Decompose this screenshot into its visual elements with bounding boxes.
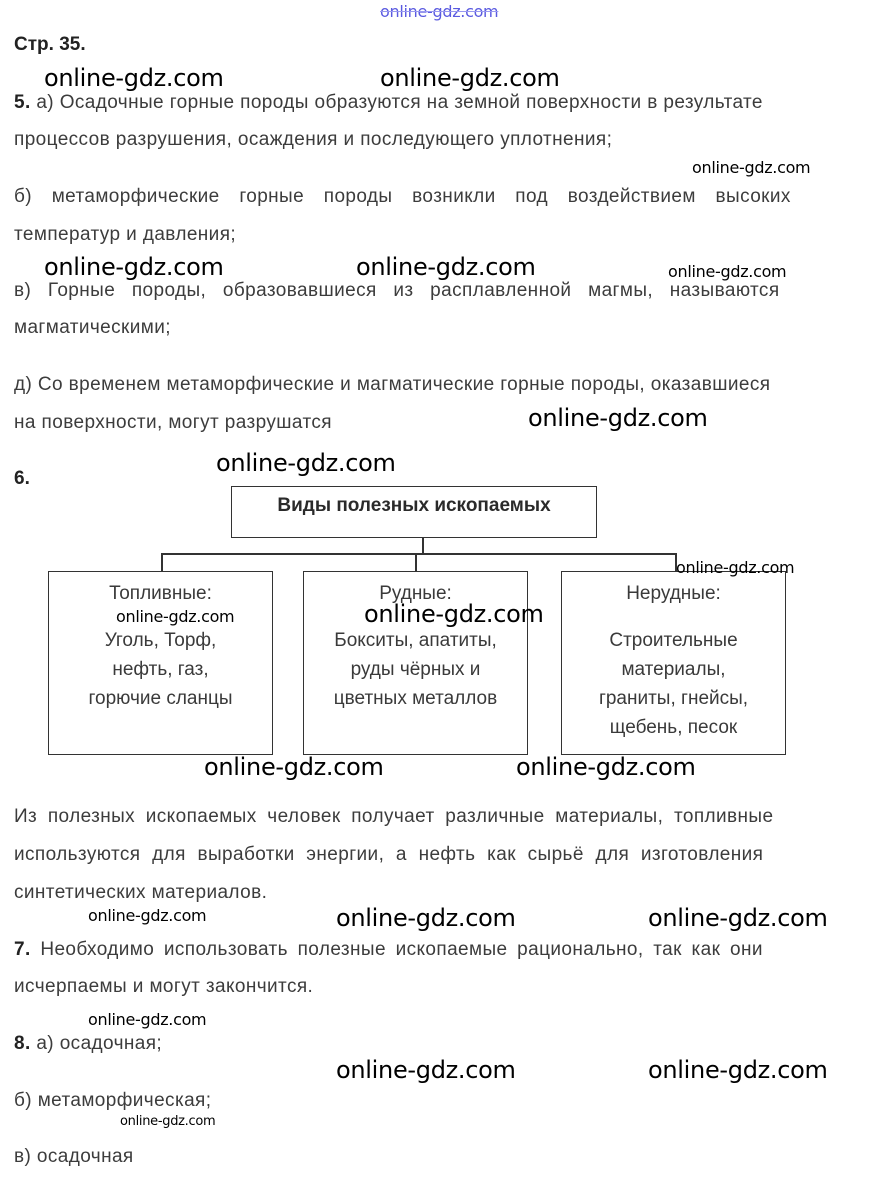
q5-v-cont: магматическими; (14, 317, 171, 338)
q5-v: в) Горные породы, образовавшиеся из расплавленной магмы, называются (14, 280, 780, 301)
watermark: online-gdz.com (204, 753, 384, 781)
page-number: Стр. 35. (14, 34, 86, 55)
watermark: online-gdz.com (116, 607, 235, 626)
q6-text-line2: используются для выработки энергии, а нефть как сырьё для изготовления (14, 844, 764, 865)
q7-line1-text: Необходимо использовать полезные ископаемые рационально, так как они (40, 939, 763, 960)
diagram-connector-left (161, 553, 163, 572)
watermark: online-gdz.com (364, 600, 544, 628)
diagram-box-nonore-body: Строительные материалы, граниты, гнейсы, щебень, песок (598, 630, 749, 738)
watermark: online-gdz.com (356, 253, 536, 281)
watermark: online-gdz.com (216, 449, 396, 477)
diagram-box-fuel (48, 571, 273, 755)
diagram-box-ore-title: Рудные: (379, 583, 452, 604)
watermark: online-gdz.com (516, 753, 696, 781)
watermark-top: online-gdz.com (380, 2, 499, 21)
watermark: online-gdz.com (44, 253, 224, 281)
q8-a-text: а) осадочная; (36, 1033, 163, 1054)
diagram-connector-vertical (422, 538, 424, 554)
watermark: online-gdz.com (120, 1114, 216, 1129)
diagram-box-ore (303, 571, 528, 755)
q5-a-cont: процессов разрушения, осаждения и последующего уплотнения; (14, 129, 613, 150)
watermark: online-gdz.com (648, 904, 828, 932)
watermark: online-gdz.com (380, 64, 560, 92)
q5-d: д) Со временем метаморфические и магматические горные породы, оказавшиеся (14, 374, 771, 395)
q5-number: 5. (14, 92, 31, 113)
diagram-box-nonore (561, 571, 786, 755)
q7-number: 7. (14, 939, 31, 960)
watermark: online-gdz.com (676, 558, 795, 577)
diagram-box-ore-body: Бокситы, апатиты, руды чёрных и цветных металлов (333, 630, 498, 709)
diagram-box-nonore-title: Нерудные: (626, 583, 721, 604)
diagram-root-label: Виды полезных ископаемых (277, 495, 551, 516)
watermark: online-gdz.com (692, 158, 811, 177)
q6-text-line3: синтетических материалов. (14, 882, 268, 903)
q6-number: 6. (14, 468, 30, 489)
diagram-connector-middle (415, 553, 417, 572)
diagram-root-box (231, 486, 597, 538)
q5-d-cont: на поверхности, могут разрушатся (14, 412, 332, 433)
watermark: online-gdz.com (88, 1010, 207, 1029)
watermark: online-gdz.com (336, 1056, 516, 1084)
q7-line1 (14, 931, 870, 968)
q5-a-line1: а) Осадочные горные породы образуются на земной поверхности в результате (36, 92, 763, 113)
watermark: online-gdz.com (668, 262, 787, 281)
watermark: online-gdz.com (528, 404, 708, 432)
diagram-box-fuel-title: Топливные: (109, 583, 212, 604)
q8-number: 8. (14, 1033, 31, 1054)
diagram-connector-horizontal (161, 553, 676, 555)
q7-line2: исчерпаемы и могут закончится. (14, 976, 314, 997)
q6-text-line1: Из полезных ископаемых человек получает различные материалы, топливные (14, 806, 774, 827)
q5-b: б) метаморфические горные породы возникли под воздействием высоких (14, 186, 791, 207)
q8-b: б) метаморфическая; (14, 1090, 212, 1111)
watermark: online-gdz.com (88, 906, 207, 925)
diagram-box-fuel-body: Уголь, Торф, нефть, газ, горючие сланцы (88, 630, 233, 709)
watermark: online-gdz.com (336, 904, 516, 932)
page-header (14, 34, 86, 56)
q8-v: в) осадочная (14, 1146, 134, 1167)
watermark: online-gdz.com (648, 1056, 828, 1084)
watermark: online-gdz.com (44, 64, 224, 92)
q5-b-cont: температур и давления; (14, 224, 237, 245)
